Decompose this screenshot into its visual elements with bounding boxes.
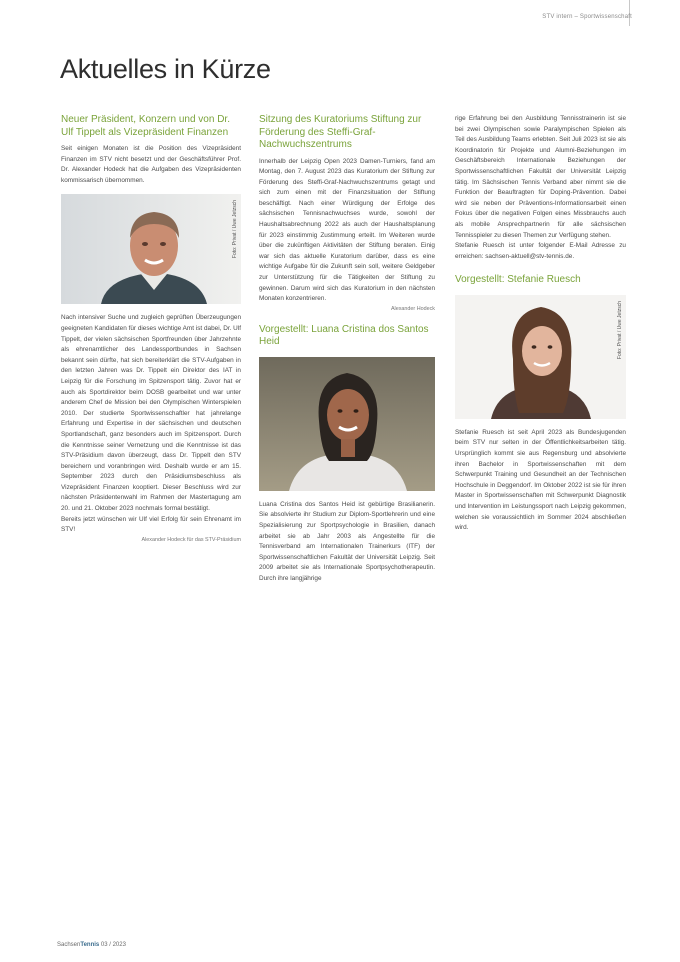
column-2 (259, 114, 435, 585)
portrait-image (259, 357, 435, 491)
intro-body: Stefanie Ruesch ist seit April 2023 als Bundesjugenden beim STV nur selten in der Öffentlichkeitsarbeiten tätig. Ursprünglich kommt sie aus Regensburg und absolvierte ihren Bachelor in Sportwissenschaften mit dem Schwerpunkt Training und Gesundheit an der Technischen Hochschule in Deggendorf. Im Oktober 2022 ist sie für ihren Master in Sportwissenschaften mit Schwerpunkt Diagnostik und Intervention im Leistungssport nach Leipzig gekommen, welchen sie voraussichtlich im Sommer 2024 abschließen wird. (455, 428, 626, 532)
page-title: Aktuelles in Kürze (60, 54, 271, 84)
article-intro: Seit einigen Monaten ist die Position des Vizepräsident Finanzen im STV nicht besetzt und der Geschäftsführer Prof. Dr. Alexander Hodeck hat die Aufgaben des Vizepräsidenten kommissarisch übernommen. (61, 145, 241, 184)
portrait-photo-luana-heid (259, 357, 435, 491)
article-closing: Bereits jetzt wünschen wir Ulf viel Erfolg für sein Ehrenamt im STV! (61, 515, 241, 534)
running-head: STV intern – Sportwissenschaft (542, 14, 632, 20)
contact-note: Stefanie Ruesch ist unter folgender E-Mail Adresse zu erreichen: sachsen-aktuell@stv-tennis.de. (455, 242, 626, 260)
portrait-image (455, 295, 626, 419)
article-title: Sitzung des Kuratoriums Stiftung zur Förderung des Steffi-Graf-Nachwuchszentrums (259, 114, 422, 150)
article-body: Innerhalb der Leipzig Open 2023 Damen-Turniers, fand am Montag, den 7. August 2023 das Kuratorium der Stiftung zur Förderung des Steffi-Graf-Nachwuchszentrums getagt und sich zum einen mit der Finanzsituation der Stiftung beschäftigt. Nach einer Würdigung der Erfolge des sächsischen Tennisnachwuchses wurde, sowohl der Haushaltsabrechnung 2022 als auch der Haushaltsplanung für 2023 einstimmig Zustimmung erteilt. Im Weiteren wurde über die zukünftigen Aktivitäten der Stiftung beraten. Einig war sich das aktuelle Kuratorium darüber, dass es eine wichtige Aufgabe für die Zukunft sein soll, weitere Geldgeber zur Unterstützung für die Tätigkeiten der Stiftung zu gewinnen. Darum wird sich das Kuratorium in den nächsten Monaten konzentrieren. (259, 157, 435, 303)
footer-brand-prefix: Sachsen (57, 942, 81, 948)
page-edge-rule (629, 0, 630, 26)
intro-title: Vorgestellt: Stefanie Ruesch (455, 274, 581, 286)
intro-body: Luana Cristina dos Santos Heid ist gebürtige Brasilianerin. Sie absolvierte ihr Studium zur Diplom-Sportlehrerin und eine Spezialisierung zur Sportpsychologie in Brasilien, danach arbeitet sie ab Jahr 2003 als Angestellte für die Tennisverband am Internationalen Trainerkurs (ITF) der Sportwissenschaftlichen Fakultät der Universität Leipzig. Seit 2009 arbeitet sie als Internationale Sportpsychotherapeutin. Durch ihre langjährige (259, 500, 435, 582)
article-body: Nach intensiver Suche und zugleich geprüften Überzeugungen geeigneten Kandidaten für dieses wichtige Amt ist dabei, Dr. Ulf Tippelt, der vielen sächsischen Sportfreunden über Jahrzehnte als ehrenamtlicher des Landessportbundes in Sachsen bekannt sein dürfte, hat sich bereiterklärt die STV-Aufgaben in den letzten Jahren was Dr. Tippelt ein Direktor des IAT in Leipzig für die Forschung im Spitzensport tätig. Zuvor hat er auch als Sportdirektor beim DOSB gearbeitet und war unter anderem Chef de Mission bei den Olympischen Winterspielen 2010. Der studierte Sportwissenschaftler hat jahrelange Erfahrung und Expertise in der sächsischen und deutschen Sportlandschaft, ganz besonders auch im Spitzensport. Durch die Kenntnisse seiner Vernetzung und die Kenntnisse ist das STV-Präsidium davon überzeugt, dass Dr. Tippelt den STV bereichern und voranbringen wird. Deshalb wurde er am 15. September 2023 durch den Präsidiumsbeschluss als Vizepräsident Finanzen kooptiert. Dieser Beschluss wird zur nächsten Präsidentenwahl im Rahmen der Mastertagung am 20. und 21. Oktober 2023 nochmals formal bestätigt. (61, 314, 241, 513)
photo-credit: Foto: Privat / Uwe Jetzsch (617, 300, 623, 359)
portrait-photo-stefanie-ruesch (455, 295, 626, 419)
portrait-photo-ulf-tippelt (61, 194, 241, 304)
footer-issue: 03 / 2023 (99, 942, 126, 948)
intro-title: Vorgestellt: Luana Cristina dos Santos Heid (259, 323, 429, 348)
photo-credit: Foto: Privat / Uwe Jetzsch (232, 200, 238, 259)
column-3 (455, 114, 626, 534)
article-body-continued: rige Erfahrung bei den Ausbildung Tennisstrainerin ist sie bei zwei Olympischen sowie Paralympischen Spielen als Teil des Ausbildung Teams erlebten. Seit Juli 2023 ist sie als Koordinatorin für Projekte und Alumni-Beziehungen im Geschäftsbereich Internationale Beziehungen der Sportwissenschaftlichen Fakultät der Universität Leipzig tätig. Im Sächsischen Tennis Verband aber nimmt sie die Funktion der Beauftragten für Doping-Prävention. Dabei wird sie neben der Präventions-Informationsarbeit einen Fokus über die negativen Folgen eines Missbrauchs auch als mobile Ansprechpartnerin für alle sächsischen Tennisspieler zu diesen Themen zur Verfügung stehen. (455, 115, 626, 239)
article-title: Neuer Präsident, Konzern und von Dr. Ulf Tippelt als Vizepräsident Finanzen (61, 114, 230, 138)
portrait-image (61, 194, 241, 304)
article-credit: Alexander Hodeck für das STV-Präsidium (141, 536, 241, 543)
footer-brand-bold: Tennis (80, 942, 100, 948)
footer-brand (57, 942, 126, 948)
column-1 (61, 114, 241, 543)
article-credit: Alexander Hodeck (390, 305, 435, 312)
